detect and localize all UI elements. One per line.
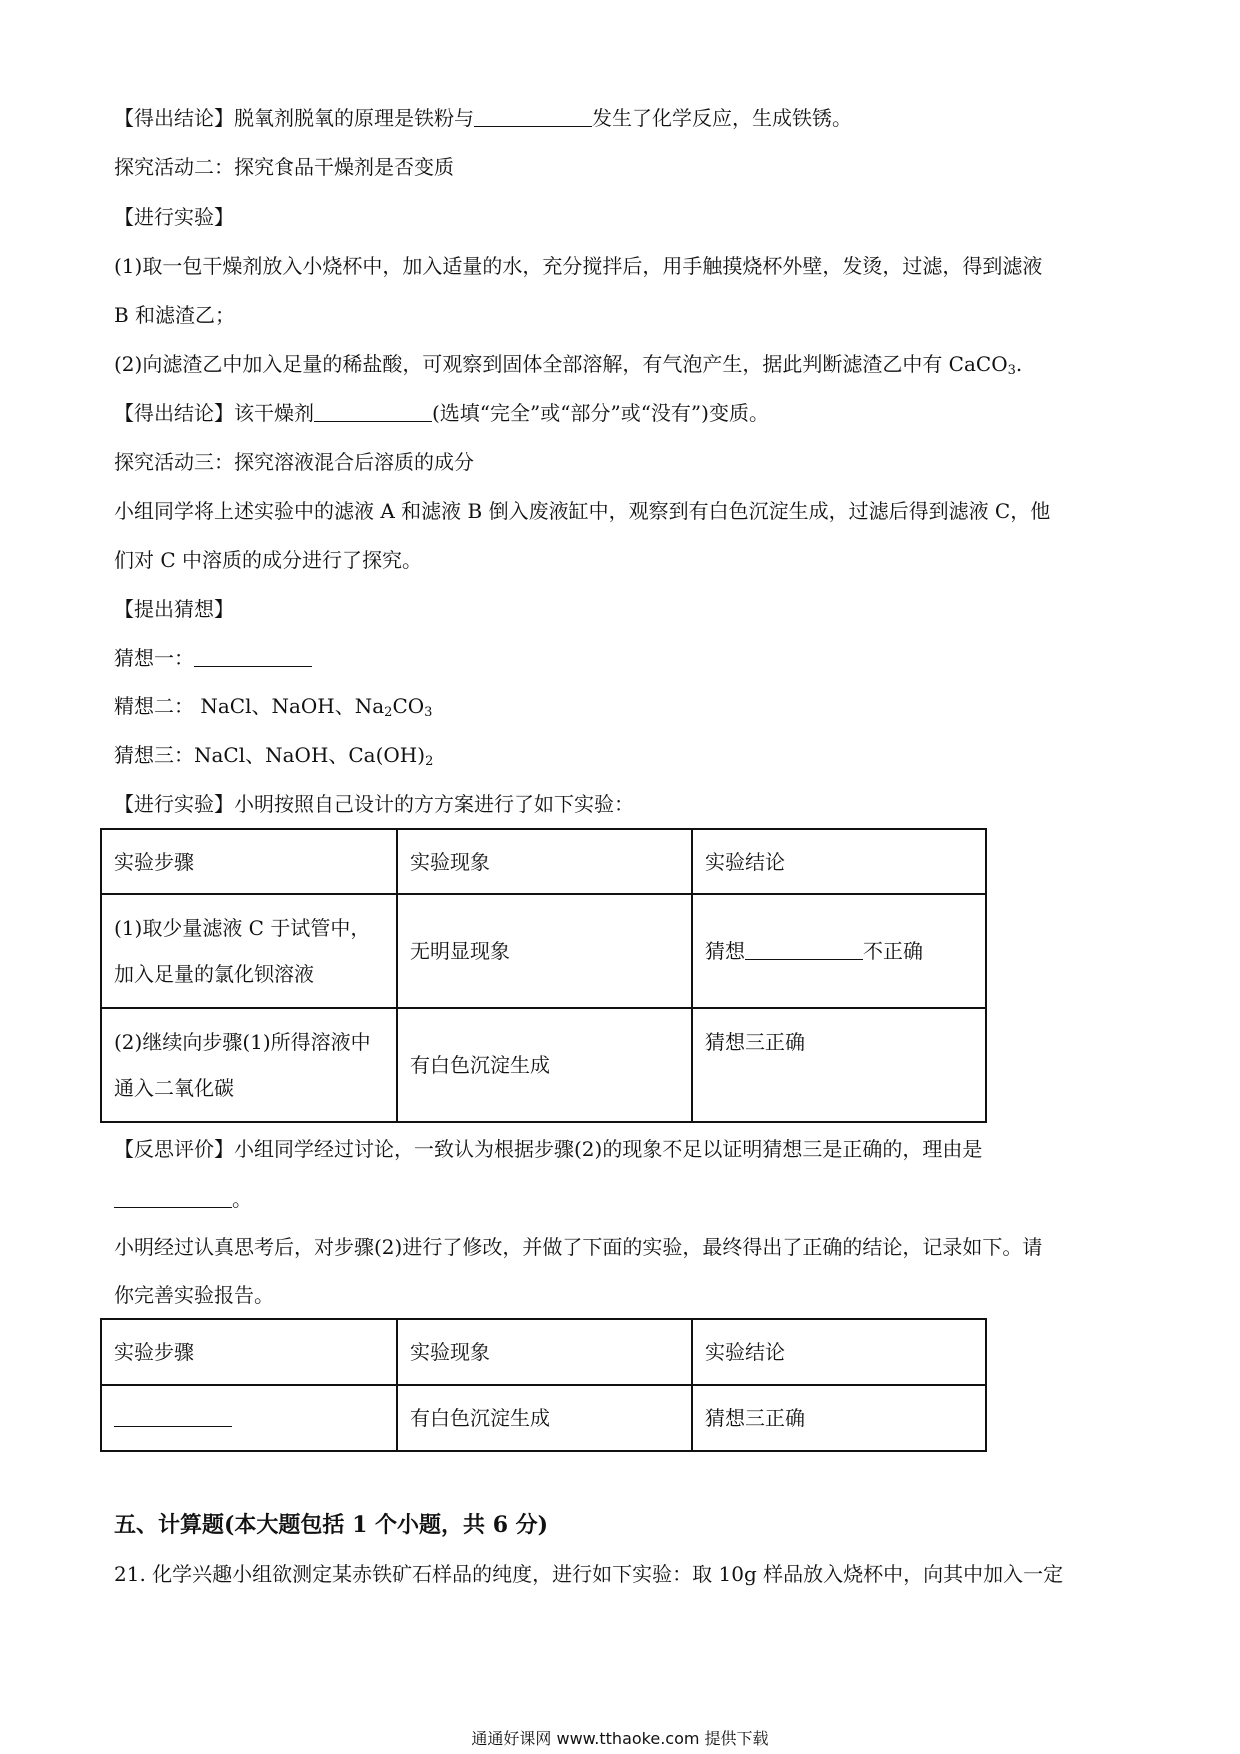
header-phenomenon: 实验现象 (397, 829, 692, 894)
step-cell (101, 894, 397, 1008)
text: 加入足量的氯化钡溶液 (114, 962, 314, 986)
experiment-heading: 【进行实验】 (114, 205, 234, 229)
conclusion-line-1 (114, 104, 852, 132)
phenomenon-cell: 无明显现象 (397, 894, 692, 1008)
experiment-intro: 【进行实验】小明按照自己设计的方方案进行了如下实验： (114, 792, 634, 816)
text: (1)取少量滤液 C 于试管中， (114, 916, 371, 940)
text: 发生了化学反应，生成铁锈。 (592, 106, 852, 130)
subscript: 2 (425, 754, 434, 769)
revision-line-2: 你完善实验报告。 (114, 1283, 274, 1307)
revision-line-1: 小明经过认真思考后，对步骤(2)进行了修改，并做了下面的实验，最终得出了正确的结论，记录如下。请 (114, 1235, 1043, 1259)
table-row (101, 1385, 986, 1451)
text: (2)向滤渣乙中加入足量的稀盐酸，可观察到固体全部溶解，有气泡产生，据此判断滤渣乙中有 CaCO (114, 352, 1008, 376)
text: (选填“完全”或“部分”或“没有”)变质。 (432, 401, 769, 425)
answer-blank[interactable] (114, 1187, 232, 1208)
table-row (101, 894, 986, 1008)
subscript: 2 (384, 705, 393, 720)
hypothesis-heading: 【提出猜想】 (114, 597, 234, 621)
activity-two-title: 探究活动二：探究食品干燥剂是否变质 (114, 155, 454, 179)
text: 猜想 (705, 939, 745, 963)
text: 【得出结论】该干燥剂 (114, 401, 314, 425)
step-1-line-1: (1)取一包干燥剂放入小烧杯中，加入适量的水，充分搅拌后，用手触摸烧杯外壁，发烫，过滤，得到滤液 (114, 254, 1043, 278)
intro-line-2: 们对 C 中溶质的成分进行了探究。 (114, 548, 423, 572)
text: CO (392, 694, 425, 718)
text: . (1015, 352, 1023, 376)
conclusion-cell: 猜想三正确 (692, 1385, 986, 1451)
text: 猜想三：NaCl、NaOH、Ca(OH) (114, 743, 426, 767)
activity-three-title: 探究活动三：探究溶液混合后溶质的成分 (114, 450, 474, 474)
text: 【得出结论】脱氧剂脱氧的原理是铁粉与 (114, 106, 474, 130)
step-1-line-2: B 和滤渣乙； (114, 303, 236, 327)
page-footer: 通通好课网 www.tthaoke.com 提供下载 (471, 1729, 769, 1748)
step-cell (101, 1008, 397, 1122)
text: 精想二： NaCl、NaOH、Na (114, 694, 385, 718)
question-21: 21. 化学兴趣小组欲测定某赤铁矿石样品的纯度，进行如下实验：取 10g 样品放入烧杯中，向其中加入一定 (114, 1562, 1064, 1586)
conclusion-line-2 (114, 399, 769, 427)
text: 不正确 (863, 939, 923, 963)
step-cell (101, 1385, 397, 1451)
header-phenomenon: 实验现象 (397, 1319, 692, 1385)
subscript: 3 (1007, 363, 1016, 378)
answer-blank[interactable] (114, 1406, 232, 1427)
answer-blank[interactable] (745, 939, 863, 960)
intro-line-1: 小组同学将上述实验中的滤液 A 和滤液 B 倒入废液缸中，观察到有白色沉淀生成，过滤后得到滤液 C，他 (114, 499, 1051, 523)
header-step: 实验步骤 (101, 829, 397, 894)
answer-blank[interactable] (314, 401, 432, 422)
experiment-table-2 (100, 1318, 987, 1452)
step-2-line (114, 350, 1022, 385)
reflection-answer (114, 1185, 252, 1213)
subscript: 3 (424, 705, 433, 720)
conclusion-cell: 猜想三正确 (692, 1008, 986, 1122)
header-conclusion: 实验结论 (692, 829, 986, 894)
phenomenon-cell: 有白色沉淀生成 (397, 1008, 692, 1122)
header-step: 实验步骤 (101, 1319, 397, 1385)
phenomenon-cell: 有白色沉淀生成 (397, 1385, 692, 1451)
table-row (101, 829, 986, 894)
conclusion-cell (692, 894, 986, 1008)
text: (2)继续向步骤(1)所得溶液中 (114, 1030, 371, 1054)
answer-blank[interactable] (474, 106, 592, 127)
table-row (101, 1319, 986, 1385)
hypothesis-two (114, 692, 432, 727)
answer-blank[interactable] (194, 646, 312, 667)
text: 通入二氧化碳 (114, 1076, 234, 1100)
experiment-table-1 (100, 828, 987, 1123)
hypothesis-three (114, 741, 433, 776)
text: 。 (232, 1187, 252, 1211)
section-heading: 五、计算题(本大题包括 1 个小题，共 6 分) (114, 1512, 549, 1538)
reflection-line: 【反思评价】小组同学经过讨论，一致认为根据步骤(2)的现象不足以证明猜想三是正确的，理由是 (114, 1137, 983, 1161)
text: 猜想一： (114, 646, 194, 670)
table-row (101, 1008, 986, 1122)
header-conclusion: 实验结论 (692, 1319, 986, 1385)
hypothesis-one (114, 644, 312, 672)
